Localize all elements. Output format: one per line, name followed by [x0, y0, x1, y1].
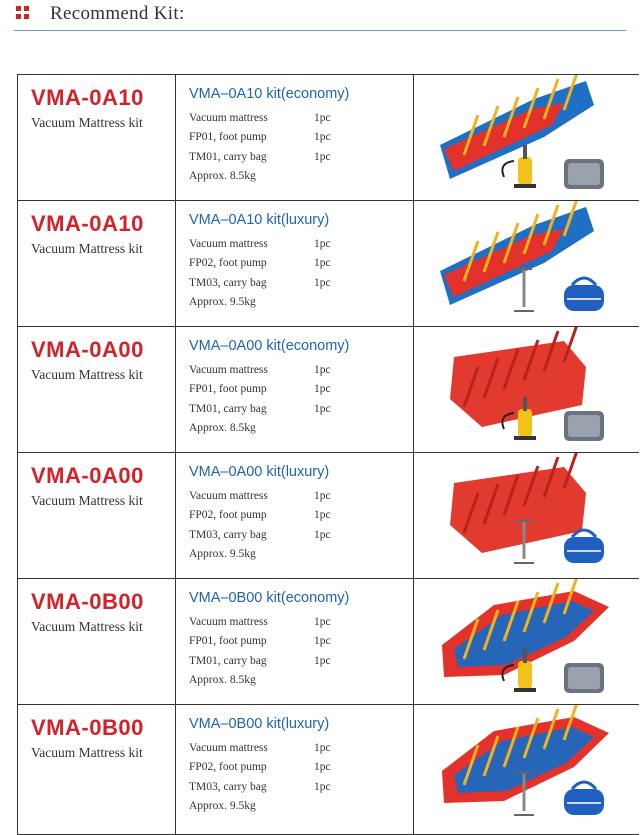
- section-title: Recommend Kit:: [50, 3, 185, 24]
- kit-item: [189, 655, 331, 674]
- carry-bag-blue-icon: [564, 530, 604, 563]
- contents-cell: [176, 201, 414, 326]
- model-code: VMA-0A00: [31, 337, 144, 362]
- item-quantity: 1pc: [314, 742, 331, 754]
- kit-row: [18, 453, 639, 579]
- item-quantity: 1pc: [314, 635, 331, 648]
- kit-row: [18, 705, 639, 835]
- kit-product-image: [414, 579, 639, 704]
- kit-weight: Approx. 9.5kg: [189, 800, 256, 813]
- item-list: [189, 490, 331, 568]
- carry-bag-blue-icon: [564, 278, 604, 311]
- contents-cell: [176, 579, 414, 704]
- item-name: Vacuum mattress: [189, 742, 268, 754]
- model-subtitle: Vacuum Mattress kit: [31, 241, 143, 256]
- item-name: TM01, carry bag: [189, 402, 267, 415]
- kit-row: [18, 201, 639, 327]
- item-name: FP01, foot pump: [189, 383, 267, 396]
- item-quantity: 1pc: [314, 364, 331, 376]
- item-quantity: 1pc: [314, 528, 331, 541]
- kit-weight: Approx. 9.5kg: [189, 296, 256, 309]
- item-quantity: 1pc: [314, 383, 331, 396]
- kit-product-image: [414, 453, 639, 578]
- kit-item: [189, 383, 331, 402]
- item-name: TM01, carry bag: [189, 654, 267, 667]
- model-cell: [18, 75, 176, 200]
- kit-item: [189, 490, 331, 509]
- kit-item: [189, 616, 331, 635]
- model-cell: [18, 201, 176, 326]
- item-name: Vacuum mattress: [189, 112, 268, 124]
- header-divider: [14, 30, 626, 31]
- item-name: TM03, carry bag: [189, 780, 267, 793]
- model-cell: [18, 705, 176, 834]
- kit-title: VMA–0A10 kit(luxury): [189, 212, 330, 228]
- kit-item: [189, 151, 331, 170]
- model-subtitle: Vacuum Mattress kit: [31, 367, 143, 382]
- item-name: FP02, foot pump: [189, 509, 267, 522]
- kit-item: [189, 781, 331, 800]
- kit-weight: Approx. 8.5kg: [189, 170, 256, 183]
- kit-image-cell: [414, 705, 639, 834]
- item-quantity: 1pc: [314, 131, 331, 144]
- item-list: [189, 112, 331, 190]
- item-name: Vacuum mattress: [189, 490, 268, 502]
- kit-title: VMA–0A10 kit(economy): [189, 86, 350, 102]
- kit-item: [189, 403, 331, 422]
- kit-title: VMA–0A00 kit(economy): [189, 338, 350, 354]
- item-quantity: 1pc: [314, 654, 331, 667]
- model-code: VMA-0B00: [31, 715, 144, 740]
- model-cell: [18, 453, 176, 578]
- kit-item: [189, 509, 331, 528]
- kit-product-image: [414, 75, 639, 200]
- item-quantity: 1pc: [314, 402, 331, 415]
- item-quantity: 1pc: [314, 490, 331, 502]
- kit-item: [189, 742, 331, 761]
- model-code: VMA-0A00: [31, 463, 144, 488]
- vacuum-mattress-red-icon: [450, 453, 586, 553]
- item-name: Vacuum mattress: [189, 616, 268, 628]
- kit-item: [189, 131, 331, 150]
- kit-image-cell: [414, 579, 639, 704]
- item-list: [189, 742, 331, 820]
- carry-bag-grey-icon: [564, 411, 604, 441]
- item-list: [189, 364, 331, 442]
- kit-item: [189, 112, 331, 131]
- contents-cell: [176, 327, 414, 452]
- kit-item: [189, 238, 331, 257]
- item-list: [189, 238, 331, 316]
- item-quantity: 1pc: [314, 112, 331, 124]
- kit-product-image: [414, 705, 639, 831]
- item-name: TM03, carry bag: [189, 528, 267, 541]
- carry-bag-grey-icon: [564, 663, 604, 693]
- kit-title: VMA–0B00 kit(economy): [189, 590, 350, 606]
- item-quantity: 1pc: [314, 257, 331, 270]
- item-name: FP01, foot pump: [189, 635, 267, 648]
- kit-table: [17, 74, 639, 835]
- kit-product-image: [414, 201, 639, 326]
- model-code: VMA-0A10: [31, 211, 144, 236]
- item-name: Vacuum mattress: [189, 364, 268, 376]
- item-quantity: 1pc: [314, 238, 331, 250]
- kit-row: [18, 75, 639, 201]
- kit-item: [189, 761, 331, 780]
- kit-item: [189, 529, 331, 548]
- item-quantity: 1pc: [314, 276, 331, 289]
- item-name: FP02, foot pump: [189, 257, 267, 270]
- model-code: VMA-0A10: [31, 85, 144, 110]
- model-cell: [18, 327, 176, 452]
- red-squares-icon: [16, 6, 36, 22]
- item-quantity: 1pc: [314, 780, 331, 793]
- item-list: [189, 616, 331, 694]
- kit-image-cell: [414, 453, 639, 578]
- kit-row: [18, 579, 639, 705]
- model-subtitle: Vacuum Mattress kit: [31, 115, 143, 130]
- model-cell: [18, 579, 176, 704]
- kit-item: [189, 277, 331, 296]
- kit-weight: Approx. 8.5kg: [189, 674, 256, 687]
- kit-image-cell: [414, 201, 639, 326]
- model-subtitle: Vacuum Mattress kit: [31, 745, 143, 760]
- stand-pump-icon: [514, 269, 534, 311]
- vacuum-mattress-red-icon: [450, 327, 586, 427]
- model-subtitle: Vacuum Mattress kit: [31, 493, 143, 508]
- kit-weight: Approx. 8.5kg: [189, 422, 256, 435]
- kit-title: VMA–0B00 kit(luxury): [189, 716, 330, 732]
- item-name: TM03, carry bag: [189, 276, 267, 289]
- contents-cell: [176, 75, 414, 200]
- kit-title: VMA–0A00 kit(luxury): [189, 464, 330, 480]
- item-quantity: 1pc: [314, 509, 331, 522]
- model-subtitle: Vacuum Mattress kit: [31, 619, 143, 634]
- kit-item: [189, 257, 331, 276]
- carry-bag-grey-icon: [564, 159, 604, 189]
- kit-weight: Approx. 9.5kg: [189, 548, 256, 561]
- model-code: VMA-0B00: [31, 589, 144, 614]
- contents-cell: [176, 453, 414, 578]
- kit-item: [189, 364, 331, 383]
- contents-cell: [176, 705, 414, 834]
- kit-item: [189, 635, 331, 654]
- kit-product-image: [414, 327, 639, 452]
- item-name: TM01, carry bag: [189, 150, 267, 163]
- item-name: FP02, foot pump: [189, 761, 267, 774]
- item-name: FP01, foot pump: [189, 131, 267, 144]
- kit-image-cell: [414, 327, 639, 452]
- carry-bag-blue-icon: [564, 782, 604, 815]
- kit-row: [18, 327, 639, 453]
- item-quantity: 1pc: [314, 150, 331, 163]
- item-name: Vacuum mattress: [189, 238, 268, 250]
- item-quantity: 1pc: [314, 616, 331, 628]
- kit-image-cell: [414, 75, 639, 200]
- section-header: [0, 0, 641, 34]
- item-quantity: 1pc: [314, 761, 331, 774]
